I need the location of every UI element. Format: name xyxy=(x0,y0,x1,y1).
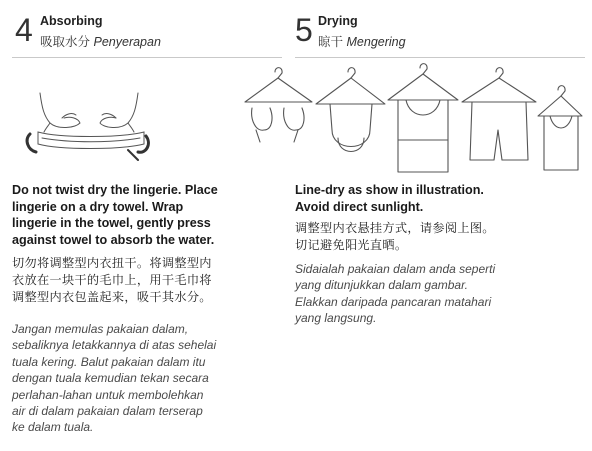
step-5-subtitle-zh: 晾干 xyxy=(318,35,344,49)
step-4-zh-line: 衣放在一块干的毛巾上，用干毛巾将 xyxy=(12,273,212,287)
step-4-ms-line: Jangan memulas pakaian dalam, xyxy=(12,322,189,336)
step-5-text-ms xyxy=(295,261,495,327)
step-5-number: 5 xyxy=(295,12,313,48)
step-5-subtitle-ms: Mengering xyxy=(346,35,406,49)
step-5-en-line: Avoid direct sunlight. xyxy=(295,199,424,214)
step-4-ms-line: sebaliknya letakkannya di atas sehelai xyxy=(12,338,217,353)
step-4-ms-line: dengan tuala kemudian tekan secara xyxy=(12,371,209,386)
hands-pressing-towel-icon xyxy=(20,88,160,168)
step-5-zh-line: 调整型内衣悬挂方式，请参阅上图。 xyxy=(295,221,495,235)
hangers-with-lingerie-icon xyxy=(240,60,585,175)
step-4-ms-line: perlahan-lahan untuk membolehkan xyxy=(12,387,204,402)
step-4-en-line: lingerie in the towel, gently press xyxy=(12,216,211,230)
step-4-title: Absorbing xyxy=(40,14,103,28)
step-5-ms-line: yang ditunjukkan dalam gambar. xyxy=(295,278,468,293)
step-5-en-line: Line-dry as show in illustration. xyxy=(295,183,484,197)
step-4-subtitle xyxy=(40,32,161,50)
step-4-zh-line: 切勿将调整型内衣扭干。将调整型内 xyxy=(12,256,212,270)
step-5-title: Drying xyxy=(318,14,358,28)
step-4-ms-line: air di dalam pakaian dalam terserap xyxy=(12,404,203,419)
step-5-ms-line: Elakkan daripada pancaran matahari xyxy=(295,294,492,309)
step-4-en-line: Do not twist dry the lingerie. Place xyxy=(12,183,218,197)
step-5-divider xyxy=(295,57,585,58)
step-5-subtitle xyxy=(318,32,406,50)
step-5-ms-line: Sidaialah pakaian dalam anda seperti xyxy=(295,262,496,276)
step-4-zh-line: 调整型内衣包盖起来，吸干其水分。 xyxy=(12,290,212,304)
step-4-text-en xyxy=(12,182,218,248)
step-4-ms-line: tuala kering. Balut pakaian dalam itu xyxy=(12,354,206,369)
step-5-ms-line: yang langsung. xyxy=(295,311,377,326)
step-4-text-ms xyxy=(12,321,216,436)
step-4-ms-line: ke dalam tuala. xyxy=(12,420,94,435)
step-4-subtitle-ms: Penyerapan xyxy=(93,35,161,49)
step-5-text-zh xyxy=(295,220,495,254)
step-4-text-zh xyxy=(12,255,212,306)
step-5-text-en xyxy=(295,182,484,215)
step-4-en-line: lingerie on a dry towel. Wrap xyxy=(12,199,184,214)
step-4-en-line: against towel to absorb the water. xyxy=(12,232,215,247)
step-4-divider xyxy=(12,57,282,58)
step-5-zh-line: 切记避免阳光直晒。 xyxy=(295,238,408,252)
step-4-number: 4 xyxy=(15,12,33,48)
step-4-subtitle-zh: 吸取水分 xyxy=(40,35,91,49)
